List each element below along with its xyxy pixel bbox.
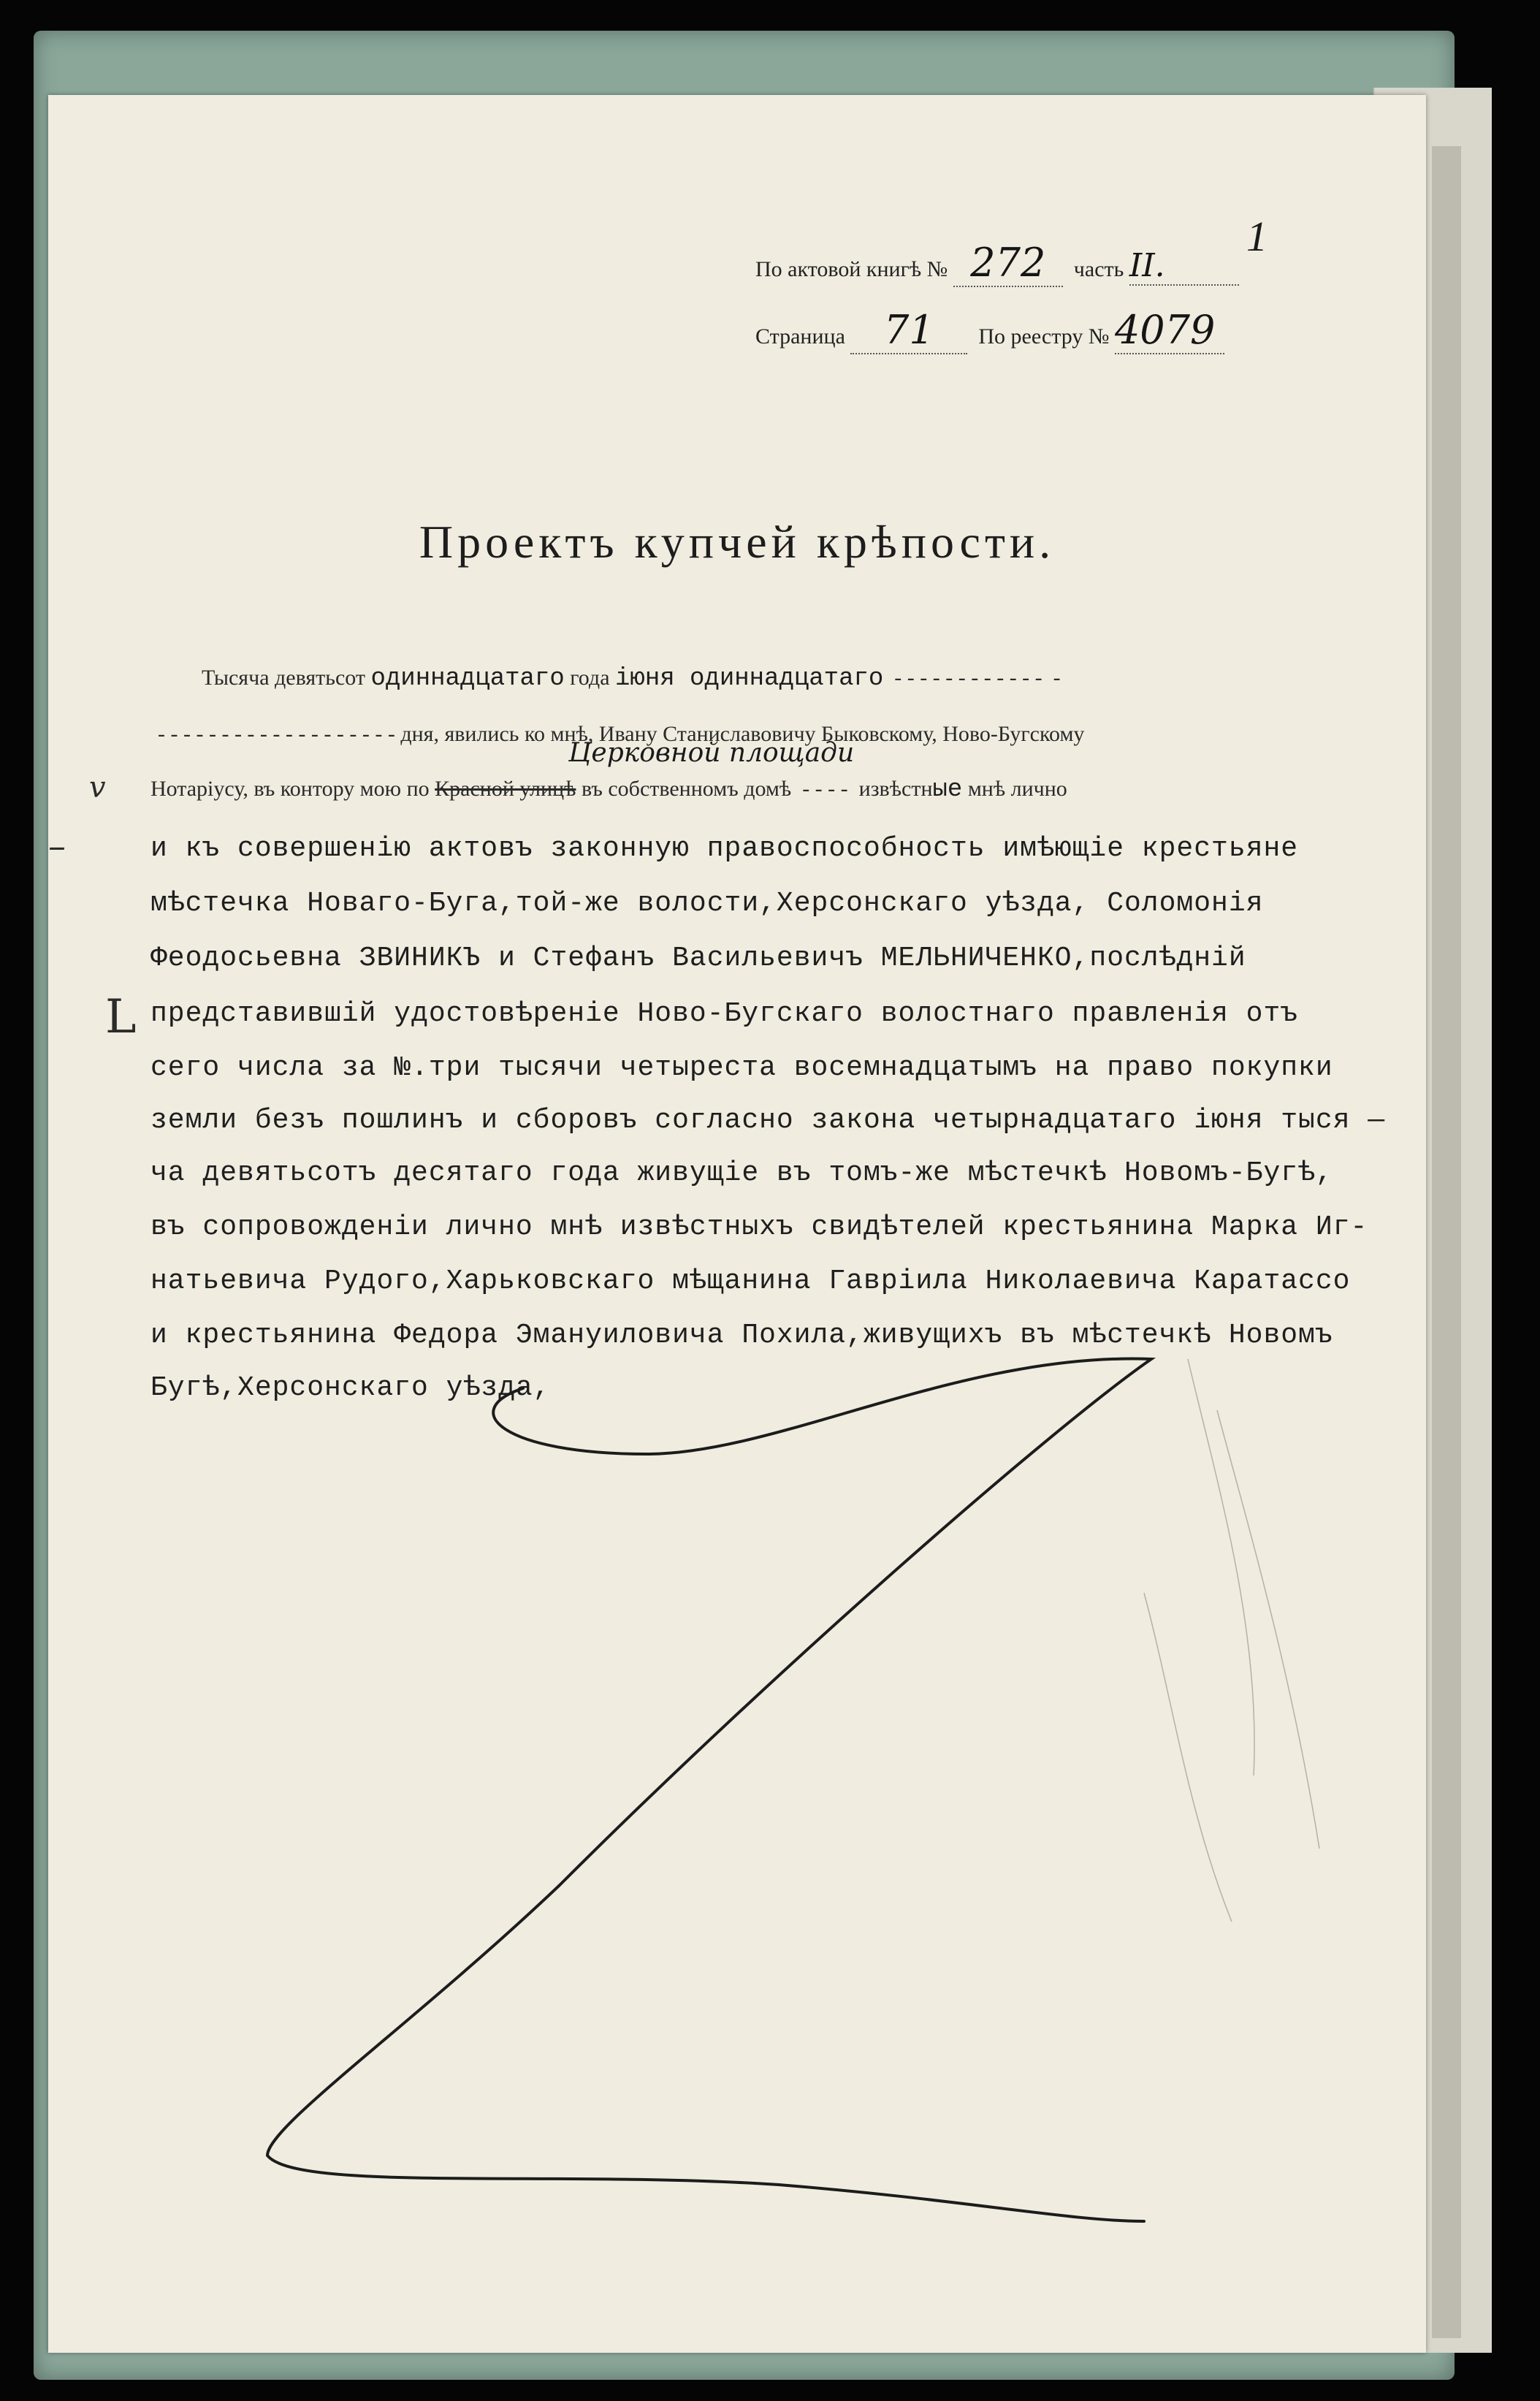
paper-edge [1432,146,1461,2338]
typed-line: сего числа за №.три тысячи четыреста восемнадцатымъ на право покупки [150,1052,1333,1084]
typed-date: іюня одиннадцатаго [615,665,884,693]
z-cancellation-stroke [48,95,1426,2353]
registry-value: 4079 [1114,307,1216,353]
typed-line: Бугѣ,Херсонскаго уѣзда, [150,1372,551,1404]
typed-line: представившій удостовѣреніе Ново-Бугскаго волостнаго правленія отъ [150,998,1299,1030]
year-suffix: года [570,666,610,690]
act-book-label: По актовой книгѣ № [755,257,948,281]
own-house: въ собственномъ домѣ [581,777,792,801]
typed-line: мѣстечка Новаго-Буга,той-же волости,Херсонскаго уѣзда, Соломонія [150,888,1264,919]
document-page [48,95,1426,2353]
page-value: 71 [884,307,934,353]
typed-line: земли безъ пошлинъ и сборовъ согласно закона четырнадцатаго іюня тыся — [150,1105,1386,1136]
typed-line: въ сопровожденіи лично мнѣ извѣстныхъ свидѣтелей крестьянина Марка Иг- [150,1211,1368,1243]
corner-page-number: 1 [1246,213,1268,260]
typed-line: натьевича Рудого,Харьковскаго мѣщанина Гавріила Николаевича Каратассо [150,1266,1351,1297]
form-line-3: Нотаріусу, въ контору мою по Красной улицѣ въ собственномъ домѣ - - - - извѣстные мнѣ лично [150,776,1067,804]
typed-year: одиннадцатаго [370,665,565,693]
margin-l-mark: L [105,990,137,1044]
year-label: Тысяча девятьсот [202,666,365,690]
struck-street: Красной улицѣ [435,777,576,801]
registry-label: По реестру № [978,324,1110,349]
typed-line: и къ совершенію актовъ законную правоспособность имѣющіе крестьяне [150,833,1299,864]
margin-check-mark: v [89,771,106,804]
known-suffix: ые [932,776,963,804]
handwritten-insert: Церковной площади [568,738,855,768]
margin-dash-mark: – [48,826,66,867]
notary-intro: дня, явились ко мнѣ, Ивану Станиславовичу Быковскому, Ново-Бугскому [400,722,1085,746]
form-line-1: Тысяча девятьсот одиннадцатаго года іюня одиннадцатаго - - - - - - - - - - - - - [202,665,1061,693]
part-value: II. [1129,247,1165,284]
typed-line: и крестьянина Федора Эмануиловича Похила,живущихъ въ мѣстечкѣ Новомъ [150,1320,1333,1351]
known-label: извѣстн [858,777,933,801]
personally-label: мнѣ лично [967,777,1067,801]
office-label: Нотаріусу, въ контору мою по [150,777,430,801]
part-label: часть [1073,257,1124,281]
page-label: Страница [755,324,845,349]
form-line-2: - - - - - - - - - - - - - - - - - - - дня, явились ко мнѣ, Ивану Станиславовичу Быковскому, Ново-Бугскому [158,722,1085,746]
typed-line: Феодосьевна ЗВИНИКЪ и Стефанъ Васильевичъ МЕЛЬНИЧЕНКО,послѣдній [150,943,1246,974]
typed-line: ча девятьсотъ десятаго года живущіе въ томъ-же мѣстечкѣ Новомъ-Бугѣ, [150,1157,1333,1189]
act-book-number: 272 [970,240,1046,286]
document-title: Проектъ купчей крѣпости. [419,516,1056,568]
